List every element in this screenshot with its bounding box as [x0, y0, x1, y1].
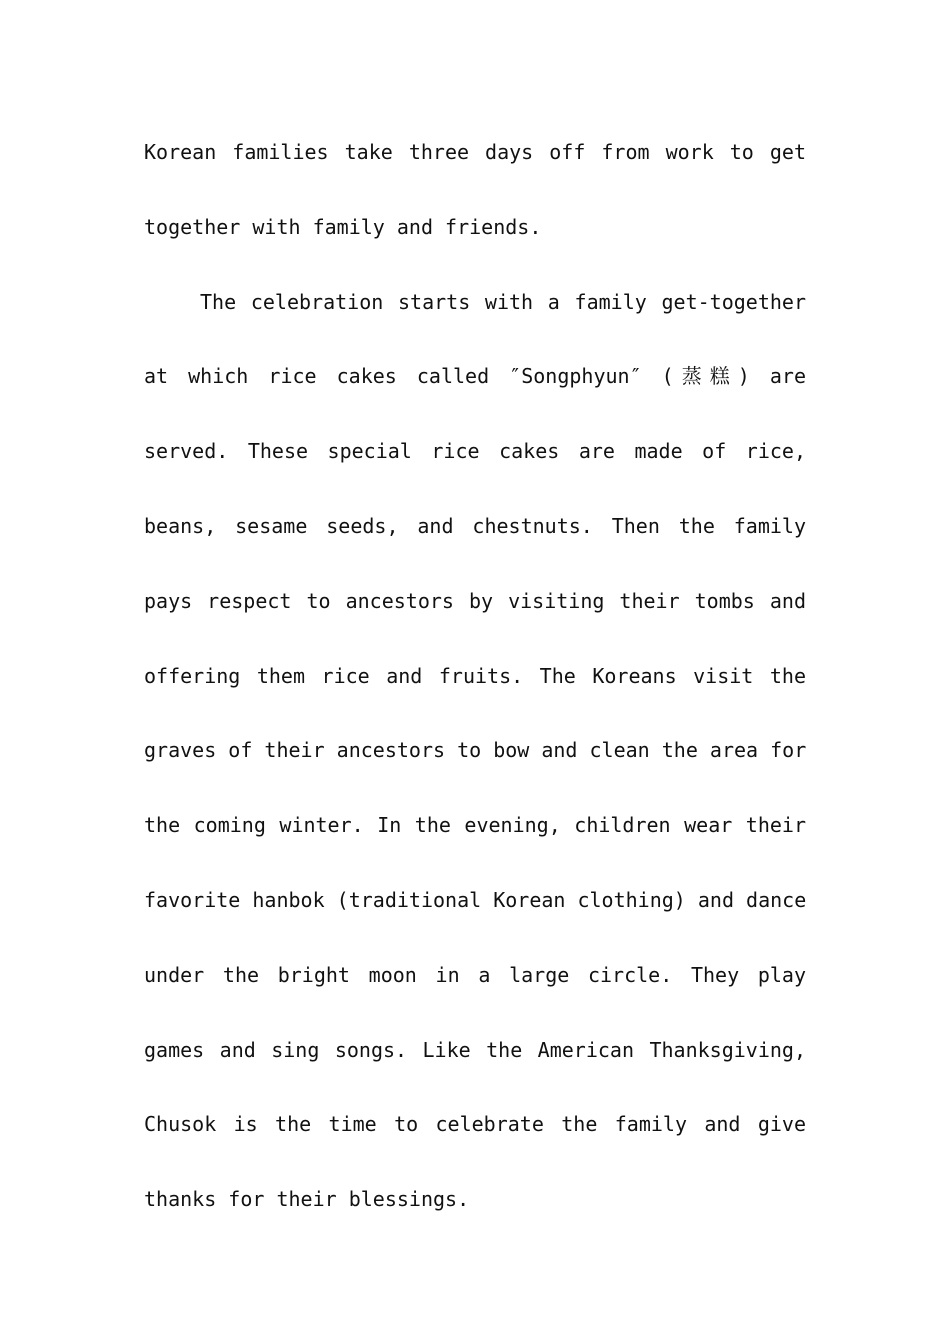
text-line: beans, sesame seeds, and chestnuts. Then the family	[144, 513, 806, 538]
paragraph-first-line: The celebration starts with a family get-together	[200, 289, 806, 314]
text-line: together with family and friends.	[144, 214, 542, 239]
text-line: Korean families take three days off from work to get	[144, 140, 806, 164]
text-line: served. These special rice cakes are made of rice,	[144, 439, 806, 464]
text-line: under the bright moon in a large circle. They play	[144, 962, 806, 987]
body-text	[144, 115, 806, 1237]
text-line: at which rice cakes called ″Songphyun″ (蒸糕) are	[144, 364, 806, 389]
text-line: offering them rice and fruits. The Koreans visit the	[144, 663, 806, 688]
text-line: pays respect to ancestors by visiting their tombs and	[144, 588, 806, 613]
text-line: the coming winter. In the evening, children wear their	[144, 813, 806, 838]
text-line: games and sing songs. Like the American Thanksgiving,	[144, 1037, 806, 1062]
text-line: graves of their ancestors to bow and clean the area for	[144, 738, 807, 763]
text-line: thanks for their blessings.	[144, 1187, 470, 1212]
text-line: favorite hanbok (traditional Korean clothing) and dance	[144, 887, 807, 912]
text-line: Chusok is the time to celebrate the family and give	[144, 1112, 806, 1137]
